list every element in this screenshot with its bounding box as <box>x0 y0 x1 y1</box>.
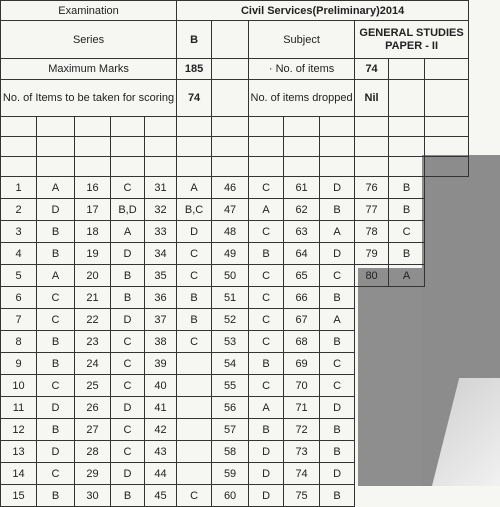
question-number: 24 <box>75 353 111 375</box>
max-marks-value: 185 <box>177 59 212 80</box>
question-number: 59 <box>212 463 249 485</box>
answer-key: B <box>37 485 75 507</box>
answer-key: A <box>249 199 284 221</box>
question-number: 77 <box>355 199 389 221</box>
examination-label: Examination <box>1 1 177 21</box>
dropped-label: No. of items dropped <box>249 80 355 117</box>
question-number: 25 <box>75 375 111 397</box>
answer-key: C <box>111 331 145 353</box>
subject-value: GENERAL STUDIES PAPER - II <box>355 21 469 59</box>
question-number: 6 <box>1 287 37 309</box>
question-number: 65 <box>284 265 320 287</box>
items-label: · No. of items <box>249 59 355 80</box>
answer-key: D <box>320 243 355 265</box>
question-number: 55 <box>212 375 249 397</box>
answer-row <box>1 463 469 485</box>
answer-key <box>389 397 425 419</box>
answer-key <box>389 463 425 485</box>
answer-row <box>1 331 469 353</box>
answer-key: B <box>177 287 212 309</box>
question-number: 74 <box>284 463 320 485</box>
question-number: 34 <box>145 243 177 265</box>
question-number: 35 <box>145 265 177 287</box>
answer-key <box>177 375 212 397</box>
subject-label: Subject <box>249 21 355 59</box>
answer-key <box>389 485 425 507</box>
blank-row <box>1 117 469 137</box>
question-number: 9 <box>1 353 37 375</box>
question-number: 13 <box>1 441 37 463</box>
question-number <box>355 353 389 375</box>
answer-key: B <box>320 419 355 441</box>
answer-key: D <box>111 309 145 331</box>
question-number <box>355 463 389 485</box>
question-number <box>355 397 389 419</box>
answer-key: C <box>111 419 145 441</box>
answer-key: B <box>389 199 425 221</box>
question-number: 54 <box>212 353 249 375</box>
answer-key: D <box>111 243 145 265</box>
answer-key: B <box>177 309 212 331</box>
answer-key: B <box>37 221 75 243</box>
question-number: 72 <box>284 419 320 441</box>
empty-cell <box>425 177 469 199</box>
answer-key: D <box>249 485 284 507</box>
answer-row <box>1 419 469 441</box>
question-number: 76 <box>355 177 389 199</box>
answer-key: C <box>37 309 75 331</box>
question-number: 21 <box>75 287 111 309</box>
question-number: 67 <box>284 309 320 331</box>
question-number: 15 <box>1 485 37 507</box>
answer-key <box>389 441 425 463</box>
answer-key <box>389 353 425 375</box>
answer-key: B <box>320 485 355 507</box>
question-number: 26 <box>75 397 111 419</box>
question-number: 62 <box>284 199 320 221</box>
question-number <box>355 441 389 463</box>
answer-rows <box>1 177 469 507</box>
answer-key: C <box>249 177 284 199</box>
answer-key <box>177 463 212 485</box>
answer-key: B <box>37 353 75 375</box>
question-number: 41 <box>145 397 177 419</box>
scoring-value: 74 <box>177 80 212 117</box>
question-number: 71 <box>284 397 320 419</box>
answer-key: C <box>320 353 355 375</box>
empty-cell <box>212 80 249 117</box>
question-number: 12 <box>1 419 37 441</box>
question-number: 32 <box>145 199 177 221</box>
answer-row <box>1 199 469 221</box>
blank-row <box>1 137 469 157</box>
question-number <box>355 419 389 441</box>
question-number: 33 <box>145 221 177 243</box>
empty-cell <box>425 243 469 265</box>
question-number: 23 <box>75 331 111 353</box>
question-number: 60 <box>212 485 249 507</box>
empty-cell <box>425 419 469 441</box>
answer-key: C <box>249 265 284 287</box>
answer-key <box>177 419 212 441</box>
question-number: 5 <box>1 265 37 287</box>
answer-key: B <box>111 265 145 287</box>
answer-key: B <box>389 177 425 199</box>
answer-key: D <box>111 397 145 419</box>
question-number: 14 <box>1 463 37 485</box>
series-value: B <box>177 21 212 59</box>
answer-key: C <box>111 177 145 199</box>
empty-cell <box>425 287 469 309</box>
empty-cell <box>425 353 469 375</box>
question-number: 38 <box>145 331 177 353</box>
empty-cell <box>212 59 249 80</box>
answer-key: C <box>249 287 284 309</box>
question-number: 80 <box>355 265 389 287</box>
empty-cell <box>425 265 469 287</box>
question-number: 61 <box>284 177 320 199</box>
answer-key: C <box>111 375 145 397</box>
answer-key: D <box>249 463 284 485</box>
empty-cell <box>425 59 469 80</box>
header-row-examination <box>1 1 469 21</box>
empty-cell <box>389 59 425 80</box>
scoring-label: No. of Items to be taken for scoring <box>1 80 177 117</box>
answer-key: C <box>177 265 212 287</box>
question-number: 47 <box>212 199 249 221</box>
answer-key <box>389 331 425 353</box>
question-number: 68 <box>284 331 320 353</box>
answer-row <box>1 243 469 265</box>
answer-row <box>1 177 469 199</box>
answer-key: A <box>249 397 284 419</box>
question-number: 43 <box>145 441 177 463</box>
answer-key: B <box>320 331 355 353</box>
question-number <box>355 309 389 331</box>
question-number: 46 <box>212 177 249 199</box>
items-value: 74 <box>355 59 389 80</box>
question-number: 42 <box>145 419 177 441</box>
answer-key: C <box>249 375 284 397</box>
question-number: 1 <box>1 177 37 199</box>
answer-key: C <box>320 265 355 287</box>
answer-key: B <box>320 441 355 463</box>
question-number: 30 <box>75 485 111 507</box>
answer-key: A <box>37 177 75 199</box>
answer-key: D <box>37 441 75 463</box>
question-number: 29 <box>75 463 111 485</box>
question-number: 20 <box>75 265 111 287</box>
question-number: 22 <box>75 309 111 331</box>
answer-key: B <box>389 243 425 265</box>
answer-row <box>1 221 469 243</box>
answer-key: B <box>249 243 284 265</box>
answer-key: C <box>37 375 75 397</box>
answer-key <box>177 397 212 419</box>
question-number: 36 <box>145 287 177 309</box>
question-number: 56 <box>212 397 249 419</box>
question-number: 28 <box>75 441 111 463</box>
answer-key: D <box>177 221 212 243</box>
empty-cell <box>425 199 469 221</box>
question-number: 63 <box>284 221 320 243</box>
question-number: 16 <box>75 177 111 199</box>
empty-cell <box>425 441 469 463</box>
answer-key: C <box>177 243 212 265</box>
question-number: 44 <box>145 463 177 485</box>
question-number: 39 <box>145 353 177 375</box>
empty-cell <box>425 80 469 117</box>
answer-key: A <box>177 177 212 199</box>
question-number: 58 <box>212 441 249 463</box>
header-row-marks <box>1 59 469 80</box>
empty-cell <box>425 331 469 353</box>
question-number: 70 <box>284 375 320 397</box>
answer-key: C <box>177 485 212 507</box>
question-number: 50 <box>212 265 249 287</box>
answer-key: C <box>320 375 355 397</box>
answer-key: A <box>37 265 75 287</box>
answer-key: C <box>111 353 145 375</box>
answer-key: B,D <box>111 199 145 221</box>
answer-row <box>1 287 469 309</box>
question-number: 73 <box>284 441 320 463</box>
question-number: 19 <box>75 243 111 265</box>
answer-key: C <box>37 287 75 309</box>
question-number: 7 <box>1 309 37 331</box>
empty-cell <box>389 80 425 117</box>
answer-key: C <box>249 221 284 243</box>
answer-key: C <box>249 331 284 353</box>
answer-key: C <box>37 463 75 485</box>
empty-cell <box>425 309 469 331</box>
answer-row <box>1 353 469 375</box>
question-number <box>355 375 389 397</box>
question-number <box>355 331 389 353</box>
answer-key: C <box>389 221 425 243</box>
question-number: 79 <box>355 243 389 265</box>
question-number: 2 <box>1 199 37 221</box>
answer-key: B <box>111 485 145 507</box>
question-number: 51 <box>212 287 249 309</box>
question-number: 49 <box>212 243 249 265</box>
question-number: 18 <box>75 221 111 243</box>
empty-cell <box>425 375 469 397</box>
question-number: 10 <box>1 375 37 397</box>
series-label: Series <box>1 21 177 59</box>
answer-row <box>1 265 469 287</box>
answer-key <box>389 309 425 331</box>
answer-row <box>1 485 469 507</box>
answer-key: B <box>37 331 75 353</box>
blank-row <box>1 157 469 177</box>
question-number: 78 <box>355 221 389 243</box>
answer-key: A <box>111 221 145 243</box>
answer-key: B <box>249 419 284 441</box>
answer-key: B <box>37 243 75 265</box>
answer-key: D <box>320 177 355 199</box>
answer-key: D <box>37 397 75 419</box>
question-number: 31 <box>145 177 177 199</box>
empty-cell <box>425 485 469 507</box>
answer-row <box>1 441 469 463</box>
answer-key: D <box>249 441 284 463</box>
question-number: 3 <box>1 221 37 243</box>
dropped-value: Nil <box>355 80 389 117</box>
header-row-series <box>1 21 469 59</box>
question-number: 48 <box>212 221 249 243</box>
answer-key: B <box>320 199 355 221</box>
question-number: 52 <box>212 309 249 331</box>
answer-row <box>1 309 469 331</box>
answer-key: A <box>320 309 355 331</box>
answer-key: B <box>249 353 284 375</box>
answer-key: D <box>320 463 355 485</box>
answer-key: D <box>37 199 75 221</box>
question-number: 4 <box>1 243 37 265</box>
answer-row <box>1 397 469 419</box>
answer-key <box>389 419 425 441</box>
answer-row <box>1 375 469 397</box>
question-number: 64 <box>284 243 320 265</box>
empty-cell <box>425 221 469 243</box>
exam-name: Civil Services(Preliminary)2014 <box>177 1 469 21</box>
empty-cell <box>425 463 469 485</box>
answer-key <box>389 287 425 309</box>
answer-key: A <box>320 221 355 243</box>
answer-key: D <box>320 397 355 419</box>
question-number: 53 <box>212 331 249 353</box>
question-number: 17 <box>75 199 111 221</box>
question-number: 40 <box>145 375 177 397</box>
answer-key: B <box>37 419 75 441</box>
answer-key: C <box>177 331 212 353</box>
question-number: 45 <box>145 485 177 507</box>
answer-key: B <box>111 287 145 309</box>
question-number: 69 <box>284 353 320 375</box>
answer-key: B <box>320 287 355 309</box>
answer-key <box>177 441 212 463</box>
header-row-scoring <box>1 80 469 117</box>
answer-key: B,C <box>177 199 212 221</box>
answer-key <box>389 375 425 397</box>
answer-key: D <box>111 463 145 485</box>
empty-cell <box>425 397 469 419</box>
max-marks-label: Maximum Marks <box>1 59 177 80</box>
question-number: 66 <box>284 287 320 309</box>
answer-key <box>177 353 212 375</box>
question-number: 57 <box>212 419 249 441</box>
question-number: 11 <box>1 397 37 419</box>
answer-key: C <box>111 441 145 463</box>
question-number: 8 <box>1 331 37 353</box>
question-number: 27 <box>75 419 111 441</box>
empty-cell <box>212 21 249 59</box>
answer-key: A <box>389 265 425 287</box>
question-number <box>355 287 389 309</box>
question-number: 75 <box>284 485 320 507</box>
question-number <box>355 485 389 507</box>
answer-key: C <box>249 309 284 331</box>
question-number: 37 <box>145 309 177 331</box>
